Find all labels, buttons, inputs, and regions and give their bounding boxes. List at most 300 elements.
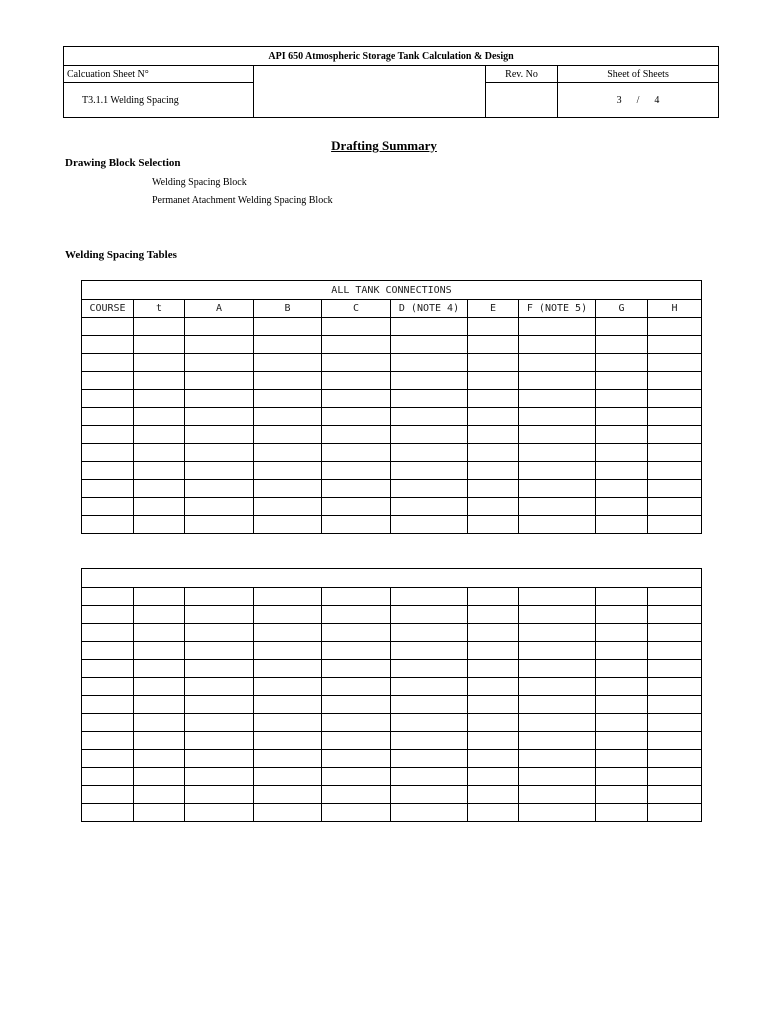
table-cell: [254, 642, 322, 660]
table-cell: [468, 390, 519, 408]
table-cell: [82, 786, 134, 804]
table-cell: [648, 426, 702, 444]
table-cell: [468, 732, 519, 750]
table-cell: [391, 660, 468, 678]
table-cell: [391, 804, 468, 822]
table-cell: [185, 696, 254, 714]
table-cell: [391, 696, 468, 714]
table-cell: [519, 462, 596, 480]
table-cell: [648, 408, 702, 426]
table-cell: [185, 714, 254, 732]
table-cell: [82, 732, 134, 750]
table-cell: [519, 408, 596, 426]
table-cell: [185, 786, 254, 804]
table-cell: [82, 516, 134, 534]
column-header: F (NOTE 5): [519, 300, 596, 318]
table-cell: [468, 318, 519, 336]
table-cell: [322, 480, 391, 498]
table-cell: [648, 804, 702, 822]
rev-value: [486, 83, 558, 118]
table-cell: [648, 696, 702, 714]
table-cell: [596, 606, 648, 624]
table-cell: [391, 516, 468, 534]
table-cell: [648, 354, 702, 372]
table-cell: [322, 408, 391, 426]
table-cell: [468, 606, 519, 624]
table-cell: [648, 516, 702, 534]
table-cell: [134, 732, 185, 750]
table-row: [82, 336, 702, 354]
column-header: H: [648, 300, 702, 318]
table-cell: [648, 372, 702, 390]
welding-spacing-table-top: [81, 280, 702, 534]
column-header: COURSE: [82, 300, 134, 318]
table-cell: [185, 336, 254, 354]
table-cell: [468, 804, 519, 822]
table-header-row: [82, 300, 702, 318]
table-row: [82, 696, 702, 714]
table-cell: [134, 804, 185, 822]
table-cell: [322, 426, 391, 444]
table-cell: [519, 390, 596, 408]
welding-spacing-table-bottom: [81, 568, 702, 822]
table-cell: [596, 354, 648, 372]
table-cell: [648, 678, 702, 696]
table-title: ALL TANK CONNECTIONS: [82, 281, 702, 300]
table-cell: [134, 660, 185, 678]
table-cell: [596, 714, 648, 732]
header-table: [63, 46, 719, 118]
table-cell: [391, 732, 468, 750]
table-cell: [322, 516, 391, 534]
table-cell: [134, 390, 185, 408]
table-row: [82, 660, 702, 678]
table-title: [82, 569, 702, 588]
table-row: [82, 498, 702, 516]
table-row: [82, 732, 702, 750]
table-cell: [185, 768, 254, 786]
table-cell: [134, 642, 185, 660]
table-cell: [519, 804, 596, 822]
table-cell: [134, 462, 185, 480]
table-cell: [322, 696, 391, 714]
table-cell: [254, 714, 322, 732]
table-cell: [185, 318, 254, 336]
table-cell: [468, 624, 519, 642]
table-cell: [519, 642, 596, 660]
table-cell: [391, 678, 468, 696]
table-cell: [596, 804, 648, 822]
table-cell: [519, 768, 596, 786]
table-cell: [134, 498, 185, 516]
table-cell: [596, 372, 648, 390]
table-cell: [391, 768, 468, 786]
table-cell: [82, 462, 134, 480]
table-cell: [185, 426, 254, 444]
table-cell: [519, 516, 596, 534]
table-cell: [468, 696, 519, 714]
table-cell: [596, 588, 648, 606]
table-cell: [185, 444, 254, 462]
table-cell: [82, 372, 134, 390]
drawing-block-heading: Drawing Block Selection: [65, 157, 181, 169]
table-cell: [468, 642, 519, 660]
table-cell: [648, 318, 702, 336]
table-row: [82, 714, 702, 732]
table-cell: [254, 408, 322, 426]
table-cell: [185, 732, 254, 750]
table-cell: [254, 354, 322, 372]
table-cell: [254, 606, 322, 624]
table-cell: [519, 480, 596, 498]
table-cell: [648, 786, 702, 804]
table-cell: [322, 462, 391, 480]
table-cell: [391, 606, 468, 624]
sheet-value: 3 / 4: [558, 83, 719, 118]
table-cell: [648, 336, 702, 354]
table-cell: [254, 696, 322, 714]
table-cell: [596, 426, 648, 444]
table-cell: [185, 480, 254, 498]
table-cell: [322, 732, 391, 750]
table-cell: [468, 480, 519, 498]
table-cell: [82, 678, 134, 696]
column-header: C: [322, 300, 391, 318]
table-cell: [596, 462, 648, 480]
table-cell: [254, 678, 322, 696]
table-cell: [82, 696, 134, 714]
table-cell: [391, 624, 468, 642]
table-cell: [254, 768, 322, 786]
column-header: G: [596, 300, 648, 318]
table-cell: [254, 426, 322, 444]
table-cell: [185, 660, 254, 678]
table-cell: [391, 390, 468, 408]
table-cell: [82, 426, 134, 444]
table-row: [82, 642, 702, 660]
table-cell: [648, 660, 702, 678]
table-cell: [82, 642, 134, 660]
table-cell: [596, 444, 648, 462]
table-cell: [322, 588, 391, 606]
summary-title: Drafting Summary: [331, 138, 437, 153]
table-cell: [391, 336, 468, 354]
table-cell: [322, 336, 391, 354]
block-option-2: Permanet Atachment Welding Spacing Block: [152, 195, 333, 206]
table-cell: [322, 606, 391, 624]
table-cell: [648, 624, 702, 642]
table-cell: [322, 372, 391, 390]
table-cell: [185, 408, 254, 426]
table-cell: [391, 408, 468, 426]
table-row: [82, 786, 702, 804]
table-cell: [322, 624, 391, 642]
table-cell: [134, 696, 185, 714]
table-cell: [185, 804, 254, 822]
table-cell: [519, 678, 596, 696]
table-cell: [596, 696, 648, 714]
table-cell: [185, 678, 254, 696]
table-row: [82, 804, 702, 822]
table-cell: [648, 768, 702, 786]
table-cell: [82, 480, 134, 498]
column-header: E: [468, 300, 519, 318]
table-cell: [134, 768, 185, 786]
table-cell: [468, 498, 519, 516]
table-cell: [134, 624, 185, 642]
table-cell: [596, 678, 648, 696]
table-cell: [322, 318, 391, 336]
table-cell: [648, 462, 702, 480]
table-cell: [519, 588, 596, 606]
table-cell: [185, 516, 254, 534]
column-header: t: [134, 300, 185, 318]
table-cell: [391, 354, 468, 372]
table-cell: [322, 804, 391, 822]
table-row: [82, 426, 702, 444]
table-cell: [82, 750, 134, 768]
column-header: B: [254, 300, 322, 318]
table-cell: [596, 480, 648, 498]
table-cell: [254, 804, 322, 822]
table-cell: [322, 750, 391, 768]
table-row: [82, 606, 702, 624]
table-cell: [391, 318, 468, 336]
table-cell: [391, 480, 468, 498]
calc-sheet-label: Calcuation Sheet N°: [64, 66, 254, 83]
table-cell: [185, 462, 254, 480]
table-row: [82, 408, 702, 426]
table-cell: [185, 750, 254, 768]
table-cell: [322, 768, 391, 786]
table-cell: [596, 768, 648, 786]
table-cell: [648, 642, 702, 660]
table-cell: [134, 336, 185, 354]
table-cell: [519, 336, 596, 354]
document-title: API 650 Atmospheric Storage Tank Calculation & Design: [64, 47, 719, 66]
table-cell: [648, 750, 702, 768]
table-row: [82, 588, 702, 606]
column-header: D (NOTE 4): [391, 300, 468, 318]
table-cell: [254, 372, 322, 390]
table-cell: [391, 426, 468, 444]
table-row: [82, 768, 702, 786]
table-cell: [322, 498, 391, 516]
table-cell: [648, 390, 702, 408]
table-cell: [134, 786, 185, 804]
table-cell: [254, 660, 322, 678]
table-cell: [82, 444, 134, 462]
table-cell: [596, 318, 648, 336]
table-cell: [468, 678, 519, 696]
table-cell: [322, 786, 391, 804]
table-cell: [185, 498, 254, 516]
table-cell: [322, 660, 391, 678]
table-cell: [134, 480, 185, 498]
table-cell: [519, 786, 596, 804]
table-cell: [596, 408, 648, 426]
table-cell: [254, 498, 322, 516]
table-cell: [519, 318, 596, 336]
table-cell: [519, 354, 596, 372]
table-cell: [519, 498, 596, 516]
table-cell: [134, 714, 185, 732]
table-cell: [322, 642, 391, 660]
table-cell: [134, 318, 185, 336]
table-cell: [648, 732, 702, 750]
table-cell: [82, 660, 134, 678]
table-cell: [391, 714, 468, 732]
table-cell: [519, 606, 596, 624]
table-cell: [391, 462, 468, 480]
tables-heading: Welding Spacing Tables: [65, 249, 177, 261]
table-row: [82, 624, 702, 642]
table-cell: [596, 732, 648, 750]
table-cell: [134, 678, 185, 696]
table-cell: [596, 336, 648, 354]
table-cell: [648, 480, 702, 498]
table-cell: [391, 588, 468, 606]
calc-sheet-value: T3.1.1 Welding Spacing: [64, 83, 254, 118]
table-cell: [82, 336, 134, 354]
table-cell: [468, 408, 519, 426]
table-cell: [391, 444, 468, 462]
table-cell: [185, 606, 254, 624]
table-row: [82, 372, 702, 390]
table-row: [82, 444, 702, 462]
table-cell: [468, 768, 519, 786]
table-cell: [185, 588, 254, 606]
table-cell: [519, 714, 596, 732]
rev-label: Rev. No: [486, 66, 558, 83]
table-cell: [254, 390, 322, 408]
table-cell: [185, 624, 254, 642]
table-cell: [82, 624, 134, 642]
table-row: [82, 480, 702, 498]
table-cell: [391, 786, 468, 804]
table-cell: [322, 444, 391, 462]
table-cell: [82, 354, 134, 372]
table-cell: [254, 732, 322, 750]
table-cell: [254, 444, 322, 462]
table-cell: [391, 750, 468, 768]
table-cell: [254, 588, 322, 606]
table-cell: [519, 372, 596, 390]
table-cell: [519, 660, 596, 678]
table-cell: [596, 750, 648, 768]
table-cell: [254, 336, 322, 354]
table-cell: [391, 642, 468, 660]
table-cell: [134, 444, 185, 462]
table-cell: [82, 768, 134, 786]
table-cell: [648, 714, 702, 732]
table-cell: [519, 732, 596, 750]
table-cell: [391, 372, 468, 390]
table-cell: [322, 390, 391, 408]
table-cell: [82, 498, 134, 516]
table-cell: [134, 426, 185, 444]
table-cell: [468, 354, 519, 372]
table-cell: [596, 642, 648, 660]
table-cell: [254, 318, 322, 336]
table-cell: [254, 624, 322, 642]
table-cell: [519, 444, 596, 462]
table-cell: [519, 750, 596, 768]
table-cell: [648, 498, 702, 516]
table-cell: [391, 498, 468, 516]
sheet-label: Sheet of Sheets: [558, 66, 719, 83]
table-cell: [468, 426, 519, 444]
table-cell: [134, 354, 185, 372]
table-cell: [82, 804, 134, 822]
table-cell: [648, 606, 702, 624]
table-cell: [82, 318, 134, 336]
table-cell: [134, 516, 185, 534]
table-cell: [468, 516, 519, 534]
table-cell: [596, 624, 648, 642]
table-cell: [648, 444, 702, 462]
table-cell: [82, 714, 134, 732]
table-cell: [82, 408, 134, 426]
block-option-1: Welding Spacing Block: [152, 177, 247, 188]
table-cell: [134, 750, 185, 768]
table-cell: [468, 786, 519, 804]
table-cell: [134, 588, 185, 606]
column-header: A: [185, 300, 254, 318]
table-cell: [185, 354, 254, 372]
table-cell: [82, 606, 134, 624]
table-cell: [468, 462, 519, 480]
table-cell: [322, 354, 391, 372]
table-row: [82, 354, 702, 372]
table-cell: [134, 372, 185, 390]
table-cell: [254, 480, 322, 498]
table-cell: [185, 372, 254, 390]
table-cell: [468, 372, 519, 390]
table-cell: [596, 498, 648, 516]
table-row: [82, 318, 702, 336]
table-cell: [134, 408, 185, 426]
table-cell: [468, 660, 519, 678]
table-row: [82, 462, 702, 480]
table-cell: [185, 642, 254, 660]
table-cell: [519, 624, 596, 642]
table-cell: [254, 462, 322, 480]
blank-header-cell: [254, 66, 486, 118]
table-cell: [468, 444, 519, 462]
table-cell: [468, 336, 519, 354]
table-cell: [648, 588, 702, 606]
table-cell: [254, 516, 322, 534]
table-cell: [519, 696, 596, 714]
table-cell: [468, 588, 519, 606]
table-cell: [82, 390, 134, 408]
table-row: [82, 750, 702, 768]
table-cell: [322, 678, 391, 696]
table-cell: [254, 786, 322, 804]
table-cell: [596, 660, 648, 678]
table-cell: [185, 390, 254, 408]
table-cell: [468, 750, 519, 768]
table-cell: [596, 516, 648, 534]
table-cell: [468, 714, 519, 732]
table-cell: [322, 714, 391, 732]
table-cell: [596, 390, 648, 408]
table-cell: [254, 750, 322, 768]
table-row: [82, 678, 702, 696]
table-cell: [596, 786, 648, 804]
table-row: [82, 516, 702, 534]
